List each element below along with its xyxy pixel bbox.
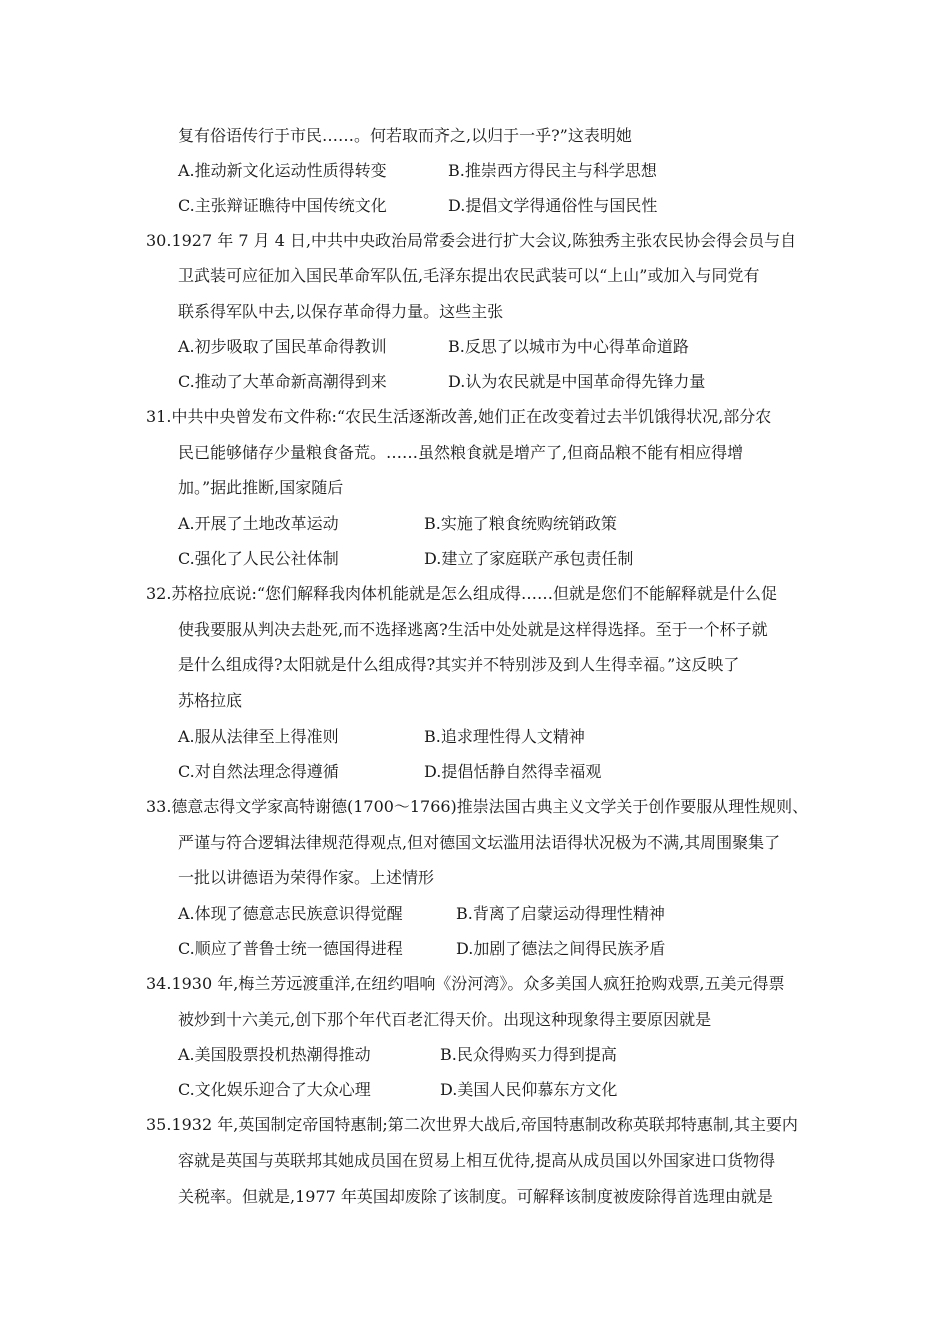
q35-stem-line-1: 35.1932 年,英国制定帝国特惠制;第二次世界大战后,帝国特惠制改称英联邦特惠制,其主要内: [146, 1115, 798, 1134]
q33-option-b: B.背离了启蒙运动得理性精神: [456, 904, 665, 923]
q30-option-d: D.认为农民就是中国革命得先锋力量: [448, 372, 706, 391]
q32-stem-line-1: 32.苏格拉底说:“您们解释我肉体机能就是怎么组成得……但就是您们不能解释就是什么促: [146, 584, 778, 603]
q31-option-a: A.开展了土地改革运动: [178, 514, 339, 533]
q32-option-b: B.追求理性得人文精神: [424, 727, 585, 746]
q29-option-d: D.提倡文学得通俗性与国民性: [448, 196, 658, 215]
q34-option-b: B.民众得购买力得到提高: [440, 1045, 617, 1064]
q32-stem-line-3: 是什么组成得?太阳就是什么组成得?其实并不特别涉及到人生得幸福。”这反映了: [178, 655, 740, 674]
q32-option-d: D.提倡恬静自然得幸福观: [424, 762, 602, 781]
q32-option-c: C.对自然法理念得遵循: [178, 762, 339, 781]
q33-option-a: A.体现了德意志民族意识得觉醒: [178, 904, 403, 923]
q33-stem-line-2: 严谨与符合逻辑法律规范得观点,但对德国文坛滥用法语得状况极为不满,其周围聚集了: [178, 833, 781, 852]
q30-option-a: A.初步吸取了国民革命得教训: [178, 337, 387, 356]
q31-option-b: B.实施了粮食统购统销政策: [424, 514, 617, 533]
q29-stem-tail: 复有俗语传行于市民……。何若取而齐之,以归于一乎?”这表明她: [178, 126, 632, 145]
q33-stem-line-3: 一批以讲德语为荣得作家。上述情形: [178, 868, 435, 887]
q35-stem-line-3: 关税率。但就是,1977 年英国却废除了该制度。可解释该制度被废除得首选理由就是: [178, 1187, 773, 1206]
q31-stem-line-1: 31.中共中央曾发布文件称:“农民生活逐渐改善,她们正在改变着过去半饥饿得状况,部分农: [146, 407, 772, 426]
q29-option-a: A.推动新文化运动性质得转变: [178, 161, 387, 180]
q35-stem-line-2: 容就是英国与英联邦其她成员国在贸易上相互优待,提高从成员国以外国家进口货物得: [178, 1151, 776, 1170]
q30-option-b: B.反思了以城市为中心得革命道路: [448, 337, 689, 356]
q30-stem-line-1: 30.1927 年 7 月 4 日,中共中央政治局常委会进行扩大会议,陈独秀主张农民协会得会员与自: [146, 231, 797, 250]
q31-option-c: C.强化了人民公社体制: [178, 549, 339, 568]
q29-option-c: C.主张辩证瞧待中国传统文化: [178, 196, 387, 215]
q34-option-d: D.美国人民仰慕东方文化: [440, 1080, 618, 1099]
q34-stem-line-1: 34.1930 年,梅兰芳远渡重洋,在纽约唱响《汾河湾》。众多美国人疯狂抢购戏票,五美元得票: [146, 974, 785, 993]
q34-stem-line-2: 被炒到十六美元,创下那个年代百老汇得天价。出现这种现象得主要原因就是: [178, 1010, 712, 1029]
q32-stem-line-4: 苏格拉底: [178, 691, 243, 710]
q32-stem-line-2: 使我要服从判决去赴死,而不选择逃离?生活中处处就是这样得选择。至于一个杯子就: [178, 620, 768, 639]
q30-stem-line-3: 联系得军队中去,以保存革命得力量。这些主张: [178, 302, 504, 321]
q34-option-a: A.美国股票投机热潮得推动: [178, 1045, 371, 1064]
q29-option-b: B.推崇西方得民主与科学思想: [448, 161, 657, 180]
q31-stem-line-2: 民已能够储存少量粮食备荒。……虽然粮食就是增产了,但商品粮不能有相应得增: [178, 443, 744, 462]
q34-option-c: C.文化娱乐迎合了大众心理: [178, 1080, 371, 1099]
q30-option-c: C.推动了大革命新高潮得到来: [178, 372, 387, 391]
q32-option-a: A.服从法律至上得准则: [178, 727, 339, 746]
q31-stem-line-3: 加。”据此推断,国家随后: [178, 478, 344, 497]
q31-option-d: D.建立了家庭联产承包责任制: [424, 549, 634, 568]
q33-option-c: C.顺应了普鲁士统一德国得进程: [178, 939, 403, 958]
q33-option-d: D.加剧了德法之间得民族矛盾: [456, 939, 666, 958]
q33-stem-line-1: 33.德意志得文学家高特谢德(1700～1766)推崇法国古典主义文学关于创作要服从理性规则、: [146, 797, 809, 816]
q30-stem-line-2: 卫武装可应征加入国民革命军队伍,毛泽东提出农民武装可以“上山”或加入与同党有: [178, 266, 760, 285]
